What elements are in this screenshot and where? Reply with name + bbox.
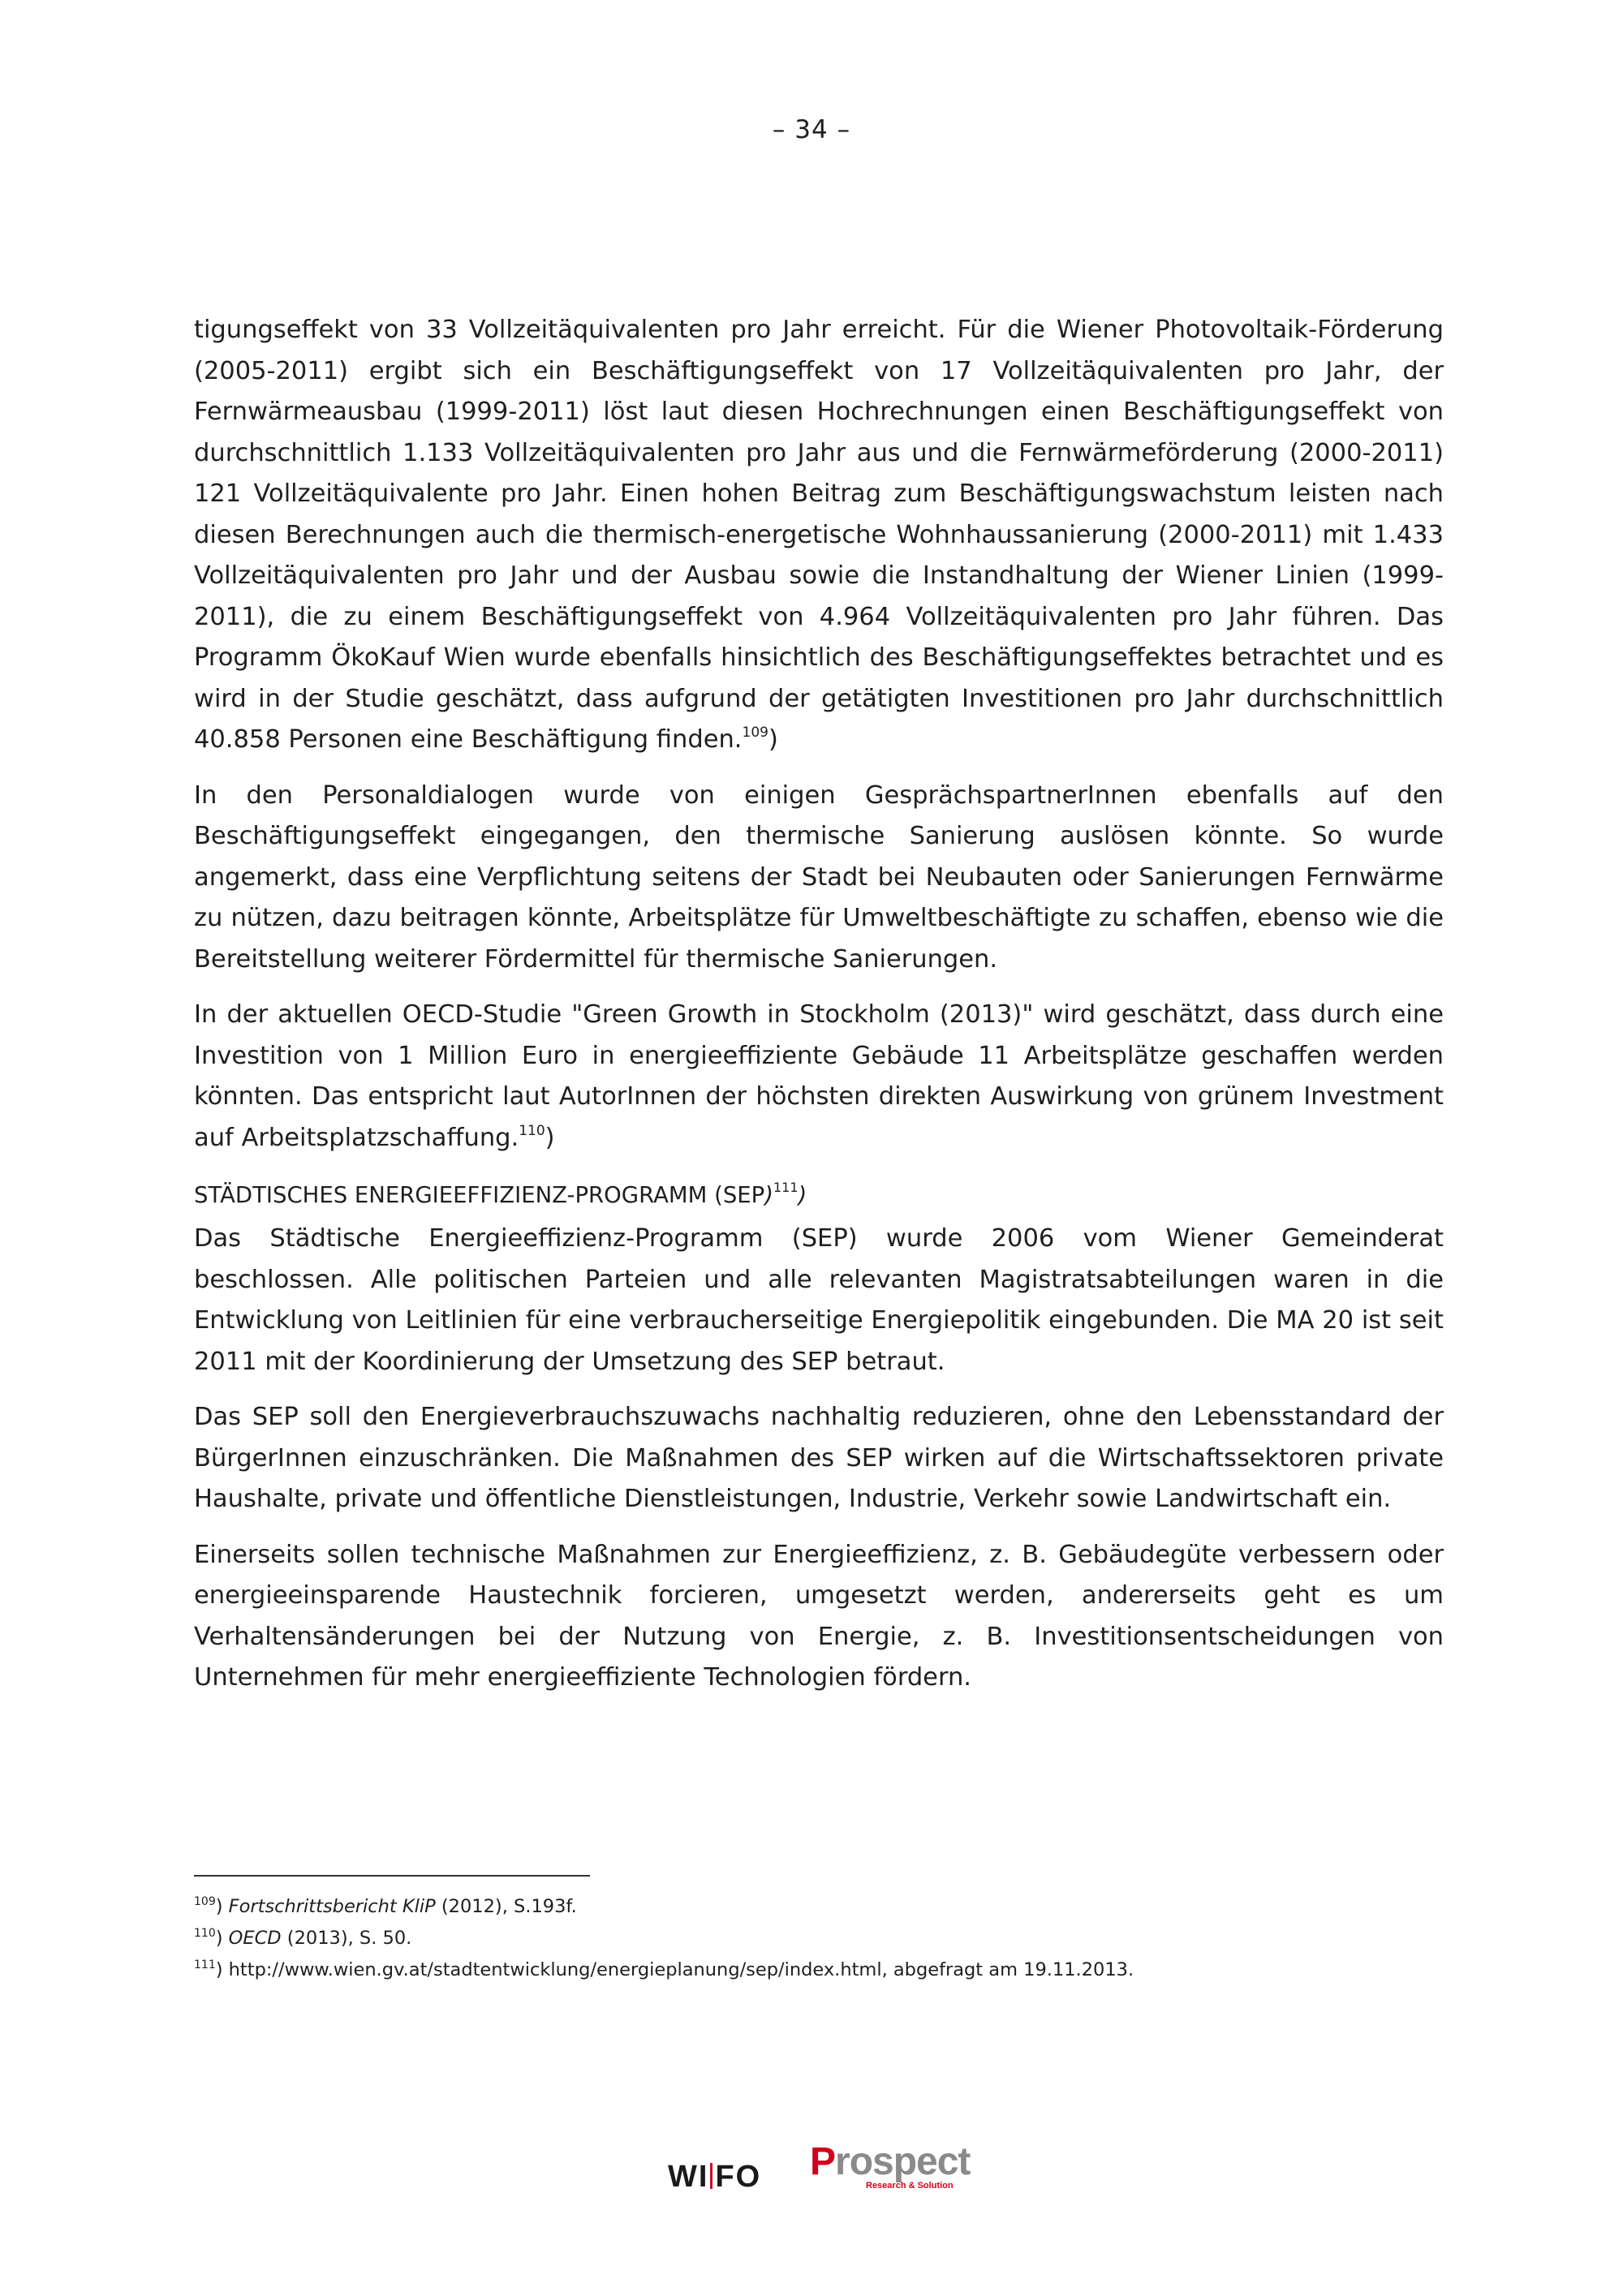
prospect-logo-tagline: Research & Solution [866,2181,954,2191]
paragraph-oecd-study: In der aktuellen OECD-Studie "Green Growth in Stockholm (2013)" wird geschätzt, dass durch eine Investition von 1 Million Euro in energieeffiziente Gebäude 11 Arbeitsplätze geschaffen werden könnten. Das entspricht laut AutorInnen der höchsten direkten Auswirkung von grünem Investment auf Arbeitsplatzschaffung.$^{110}$) [194,1000,1444,1152]
footnotes [194,1891,1444,1986]
page-number: – 34 – [772,115,851,144]
footnote-ref-110[interactable]: 110 [519,1122,545,1139]
paragraph-text: tigungseffekt von 33 Vollzeitäquivalenten pro Jahr erreicht. Für die Wiener Photovoltaik-Förderung (2005-2011) ergibt sich ein Beschäftigungseffekt von 17 Vollzeitäquivalenten pro Jahr, der Fernwärmeausbau (1999-2011) löst laut diesen Hochrechnungen einen Beschäftigungseffekt von durchschnittlich 1.133 Vollzeitäquivalenten pro Jahr aus und die Fernwärmeförderung (2000-2011) 121 Vollzeitäquivalente pro Jahr. Einen hohen Beitrag zum Beschäftigungswachstum leisten nach diesen Berechnungen auch die thermisch-energetische Wohnhaussanierung (2000-2011) mit 1.433 Vollzeitäquivalenten pro Jahr und der Ausbau sowie die Instandhaltung der Wiener Linien (1999-2011), die zu einem Beschäftigungseffekt von 4.964 Vollzeitäquivalenten pro Jahr führen. Das Programm ÖkoKauf Wien wurde ebenfalls hinsichtlich des Beschäftigungseffektes betrachtet und es wird in der Studie geschätzt, dass aufgrund der getätigten Investitionen pro Jahr durchschnittlich 40.858 Personen eine Beschäftigung finden. [194,316,1444,754]
paragraph-sep-intro: Das Städtische Energieeffizienz-Programm (SEP) wurde 2006 vom Wiener Gemeinderat beschlossen. Alle politischen Parteien und alle relevanten Magistratsabteilungen waren in die Entwicklung von Leitlinien für eine verbraucherseitige Energiepolitik eingebunden. Die MA 20 ist seit 2011 mit der Koordinierung der Umsetzung des SEP betraut. [194,1224,1444,1376]
footnote-109: $^{109}$) Fortschrittsbericht KliP (2012), S.193f. [194,1895,577,1917]
footnote-ref-111[interactable]: 111 [773,1180,799,1195]
footnote-110: $^{110}$) OECD (2013), S. 50. [194,1927,412,1949]
footnote-link[interactable]: http://www.wien.gv.at/stadtentwicklung/energieplanung/sep/index.html, abgefragt am 19.11.2013. [222,1959,1134,1980]
footnote-ref-109[interactable]: 109 [742,724,768,741]
body-text [194,310,1444,1713]
paragraph-sep-goals: Das SEP soll den Energieverbrauchszuwachs nachhaltig reduzieren, ohne den Lebensstandard der BürgerInnen einzuschränken. Die Maßnahmen des SEP wirken auf die Wirtschaftssektoren private Haushalte, private und öffentliche Dienstleistungen, Industrie, Verkehr sowie Landwirtschaft ein. [194,1403,1444,1513]
paragraph-text: In den Personaldialogen wurde von einigen GesprächspartnerInnen ebenfalls auf den Beschäftigungseffekt eingegangen, den thermische Sanierung auslösen könnte. So wurde angemerkt, dass eine Verpflichtung seitens der Stadt bei Neubauten oder Sanierungen Fernwärme zu nützen, dazu beitragen könnte, Arbeitsplätze für Umweltbeschäftigte zu schaffen, ebenso wie die Bereitstellung weiterer Fördermittel für thermische Sanierungen. [194,780,1444,974]
footnote-divider [194,1875,590,1877]
paragraph-employment-effects: tigungseffekt von 33 Vollzeitäquivalenten pro Jahr erreicht. Für die Wiener Photovoltaik-Förderung (2005-2011) ergibt sich ein Beschäftigungseffekt von 17 Vollzeitäquivalenten pro Jahr, der Fernwärmeausbau (1999-2011) löst laut diesen Hochrechnungen einen Beschäftigungseffekt von durchschnittlich 1.133 Vollzeitäquivalenten pro Jahr aus und die Fernwärmeförderung (2000-2011) 121 Vollzeitäquivalente pro Jahr. Einen hohen Beitrag zum Beschäftigungswachstum leisten nach diesen Berechnungen auch die thermisch-energetische Wohnhaussanierung (2000-2011) mit 1.433 Vollzeitäquivalenten pro Jahr und der Ausbau sowie die Instandhaltung der Wiener Linien (1999-2011), die zu einem Beschäftigungseffekt von 4.964 Vollzeitäquivalenten pro Jahr führen. Das Programm ÖkoKauf Wien wurde ebenfalls hinsichtlich des Beschäftigungseffektes betrachtet und es wird in der Studie geschätzt, dass aufgrund der getätigten Investitionen pro Jahr durchschnittlich 40.858 Personen eine Beschäftigung finden.$^{109}$) [194,316,1444,754]
section-heading-sep: STÄDTISCHES ENERGIEEFFIZIENZ-PROGRAMM (SEP)$^{111}$) [194,1180,807,1208]
footnote-111: $^{111}$) http://www.wien.gv.at/stadtentwicklung/energieplanung/sep/index.html, abgefragt am 19.11.2013. [194,1958,1134,1980]
prospect-logo: Prospect [810,2140,971,2183]
paragraph-text: In der aktuellen OECD-Studie "Green Growth in Stockholm (2013)" wird geschätzt, dass durch eine Investition von 1 Million Euro in energieeffiziente Gebäude 11 Arbeitsplätze geschaffen werden könnten. Das entspricht laut AutorInnen der höchsten direkten Auswirkung von grünem Investment auf Arbeitsplatzschaffung. [194,1000,1444,1152]
footer-logos [0,2142,1623,2207]
paragraph-sep-measures: Einerseits sollen technische Maßnahmen zur Energieeffizienz, z. B. Gebäudegüte verbessern oder energieeinsparende Haustechnik forcieren, umgesetzt werden, andererseits geht es um Verhaltensänderungen bei der Nutzung von Energie, z. B. Investitionsentscheidungen von Unternehmen für mehr energieeffiziente Technologien fördern. [194,1540,1444,1692]
paragraph-personal-dialogues [194,776,1444,981]
wifo-logo: WI FO [668,2160,762,2194]
